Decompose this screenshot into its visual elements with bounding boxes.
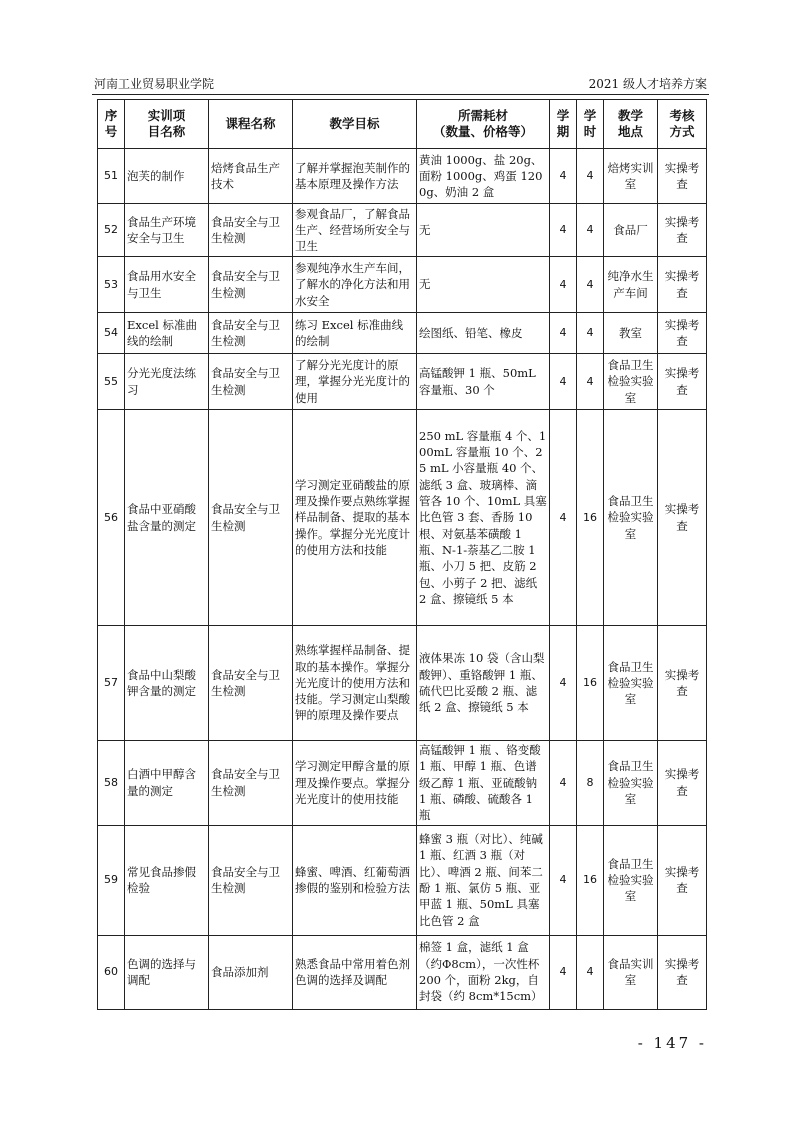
- hours-cell: 4: [577, 354, 604, 410]
- materials-cell: 高锰酸钾 1 瓶 、铬变酸 1 瓶、甲醇 1 瓶、色谱级乙醇 1 瓶、亚硫酸钠 1 瓶、磷酸、硫酸各 1 瓶: [417, 741, 550, 826]
- column-header-line: 期: [556, 124, 570, 139]
- column-header-line: 目名称: [147, 124, 186, 139]
- assessment-cell: 实操考查: [658, 825, 707, 935]
- project-name-cell: 食品中亚硝酸盐含量的测定: [125, 410, 209, 626]
- materials-cell: 黄油 1000g、盐 20g、面粉 1000g、鸡蛋 1200g、奶油 2 盒: [417, 149, 550, 204]
- column-header: [577, 100, 604, 149]
- hours-cell: 4: [577, 935, 604, 1009]
- location-cell: 食品实训室: [604, 935, 658, 1009]
- course-name-cell: 食品安全与卫生检测: [209, 354, 293, 410]
- column-header-line: 考核: [669, 107, 695, 123]
- row-number-cell: 54: [98, 313, 125, 354]
- teaching-goal-cell: 参观纯净水生产车间，了解水的净化方法和用水安全: [293, 257, 417, 313]
- project-name-cell: 泡芙的制作: [125, 149, 209, 204]
- term-cell: 4: [550, 204, 577, 257]
- row-number-cell: 59: [98, 825, 125, 935]
- column-header: [209, 100, 293, 149]
- page-header: [92, 74, 709, 94]
- column-header-line: 方式: [669, 124, 695, 139]
- column-header: [293, 100, 417, 149]
- header-rule: [92, 94, 709, 95]
- term-cell: 4: [550, 149, 577, 204]
- project-name-cell: 食品生产环境安全与卫生: [125, 204, 209, 257]
- hours-cell: 4: [577, 313, 604, 354]
- table-row: [98, 313, 707, 354]
- course-name-cell: 食品添加剂: [209, 935, 293, 1009]
- location-cell: 食品厂: [604, 204, 658, 257]
- row-number-cell: 60: [98, 935, 125, 1009]
- hours-cell: 16: [577, 825, 604, 935]
- teaching-goal-cell: 了解分光光度计的原理，掌握分光光度计的使用: [293, 354, 417, 410]
- teaching-goal-cell: 熟悉食品中常用着色剂色调的选择及调配: [293, 935, 417, 1009]
- location-cell: 食品卫生检验实验室: [604, 354, 658, 410]
- course-name-cell: 焙烤食品生产技术: [209, 149, 293, 204]
- row-number-cell: 58: [98, 741, 125, 826]
- teaching-goal-cell: 了解并掌握泡芙制作的基本原理及操作方法: [293, 149, 417, 204]
- location-cell: 焙烤实训室: [604, 149, 658, 204]
- column-header: [604, 100, 658, 149]
- hours-cell: 4: [577, 204, 604, 257]
- assessment-cell: 实操考查: [658, 626, 707, 741]
- column-header-line: 地点: [617, 124, 643, 139]
- column-header: [125, 100, 209, 149]
- assessment-cell: 实操考查: [658, 313, 707, 354]
- term-cell: 4: [550, 313, 577, 354]
- project-name-cell: 分光光度法练习: [125, 354, 209, 410]
- term-cell: 4: [550, 410, 577, 626]
- materials-cell: 高锰酸钾 1 瓶、50mL 容量瓶、30 个: [417, 354, 550, 410]
- teaching-goal-cell: 熟练掌握样品制备、提取的基本操作。掌握分光光度计的使用方法和技能。学习测定山梨酸钾的原理及操作要点: [293, 626, 417, 741]
- column-header-line: 教学目标: [329, 115, 380, 131]
- assessment-cell: 实操考查: [658, 257, 707, 313]
- column-header: [417, 100, 550, 149]
- hours-cell: 4: [577, 257, 604, 313]
- column-header-line: 学: [556, 107, 570, 123]
- location-cell: 食品卫生检验实验室: [604, 410, 658, 626]
- course-name-cell: 食品安全与卫生检测: [209, 741, 293, 826]
- materials-cell: 无: [417, 204, 550, 257]
- plan-title: 2021 级人才培养方案: [588, 77, 707, 91]
- project-name-cell: 常见食品掺假检验: [125, 825, 209, 935]
- materials-cell: 棉签 1 盒，滤纸 1 盒（约Φ8cm），一次性杯 200 个，面粉 2kg，自封袋（约 8cm*15cm）: [417, 935, 550, 1009]
- assessment-cell: 实操考查: [658, 935, 707, 1009]
- hours-cell: 16: [577, 626, 604, 741]
- column-header-line: 实训项: [147, 107, 186, 123]
- row-number-cell: 52: [98, 204, 125, 257]
- term-cell: 4: [550, 935, 577, 1009]
- assessment-cell: 实操考查: [658, 149, 707, 204]
- column-header-line: 时: [583, 124, 597, 139]
- teaching-goal-cell: 学习测定甲醇含量的原理及操作要点。掌握分光光度计的使用技能: [293, 741, 417, 826]
- location-cell: 食品卫生检验实验室: [604, 741, 658, 826]
- project-name-cell: Excel 标准曲线的绘制: [125, 313, 209, 354]
- term-cell: 4: [550, 354, 577, 410]
- column-header: [658, 100, 707, 149]
- table-row: [98, 935, 707, 1009]
- course-name-cell: 食品安全与卫生检测: [209, 313, 293, 354]
- row-number-cell: 53: [98, 257, 125, 313]
- materials-cell: 无: [417, 257, 550, 313]
- teaching-goal-cell: 蜂蜜、啤酒、红葡萄酒掺假的鉴别和检验方法: [293, 825, 417, 935]
- column-header-line: 序: [104, 107, 118, 123]
- hours-cell: 8: [577, 741, 604, 826]
- assessment-cell: 实操考查: [658, 204, 707, 257]
- column-header: [98, 100, 125, 149]
- training-table: [97, 99, 707, 1010]
- table-row: [98, 354, 707, 410]
- term-cell: 4: [550, 741, 577, 826]
- assessment-cell: 实操考查: [658, 354, 707, 410]
- materials-cell: 绘图纸、铅笔、橡皮: [417, 313, 550, 354]
- table-row: [98, 204, 707, 257]
- table-row: [98, 626, 707, 741]
- column-header-line: 所需耗材: [457, 107, 508, 123]
- table-header-row: [98, 100, 707, 149]
- location-cell: 食品卫生检验实验室: [604, 825, 658, 935]
- table-row: [98, 741, 707, 826]
- column-header-line: 号: [104, 124, 118, 139]
- materials-cell: 液体果冻 10 袋（含山梨酸钾）、重铬酸钾 1 瓶、硫代巴比妥酸 2 瓶、滤纸 2 盒、擦镜纸 5 本: [417, 626, 550, 741]
- term-cell: 4: [550, 626, 577, 741]
- location-cell: 食品卫生检验实验室: [604, 626, 658, 741]
- location-cell: 纯净水生产车间: [604, 257, 658, 313]
- column-header-line: 学: [583, 107, 597, 123]
- assessment-cell: 实操考查: [658, 410, 707, 626]
- project-name-cell: 食品中山梨酸钾含量的测定: [125, 626, 209, 741]
- location-cell: 教室: [604, 313, 658, 354]
- teaching-goal-cell: 练习 Excel 标准曲线的绘制: [293, 313, 417, 354]
- table-body: [98, 149, 707, 1010]
- course-name-cell: 食品安全与卫生检测: [209, 626, 293, 741]
- project-name-cell: 食品用水安全与卫生: [125, 257, 209, 313]
- table-row: [98, 410, 707, 626]
- column-header-line: 教学: [617, 107, 643, 123]
- hours-cell: 16: [577, 410, 604, 626]
- table-row: [98, 257, 707, 313]
- course-name-cell: 食品安全与卫生检测: [209, 410, 293, 626]
- table-row: [98, 149, 707, 204]
- teaching-goal-cell: 参观食品厂，了解食品生产、经营场所安全与卫生: [293, 204, 417, 257]
- table-row: [98, 825, 707, 935]
- row-number-cell: 56: [98, 410, 125, 626]
- column-header-line: 课程名称: [225, 115, 276, 131]
- school-name: 河南工业贸易职业学院: [94, 77, 215, 91]
- column-header: [550, 100, 577, 149]
- course-name-cell: 食品安全与卫生检测: [209, 204, 293, 257]
- row-number-cell: 55: [98, 354, 125, 410]
- hours-cell: 4: [577, 149, 604, 204]
- term-cell: 4: [550, 825, 577, 935]
- row-number-cell: 57: [98, 626, 125, 741]
- teaching-goal-cell: 学习测定亚硝酸盐的原理及操作要点熟练掌握样品制备、提取的基本操作。掌握分光光度计的使用方法和技能: [293, 410, 417, 626]
- materials-cell: 250 mL 容量瓶 4 个、100mL 容量瓶 10 个、25 mL 小容量瓶 40 个、滤纸 3 盒、玻璃棒、滴管各 10 个、10mL 具塞比色管 3 套、香肠 10 根、对氨基苯磺酸 1 瓶、N-1-萘基乙二胺 1 瓶、小刀 5 把、皮筋 2 包、小剪子 2 把、滤纸 2 盒、擦镜纸 5 本: [417, 410, 550, 626]
- row-number-cell: 51: [98, 149, 125, 204]
- term-cell: 4: [550, 257, 577, 313]
- course-name-cell: 食品安全与卫生检测: [209, 257, 293, 313]
- column-header-line: （数量、价格等）: [432, 124, 533, 139]
- page-number: - 147 -: [637, 1034, 707, 1052]
- project-name-cell: 色调的选择与调配: [125, 935, 209, 1009]
- assessment-cell: 实操考查: [658, 741, 707, 826]
- course-name-cell: 食品安全与卫生检测: [209, 825, 293, 935]
- project-name-cell: 白酒中甲醇含量的测定: [125, 741, 209, 826]
- materials-cell: 蜂蜜 3 瓶（对比）、纯碱 1 瓶、红酒 3 瓶（对比）、啤酒 2 瓶、间苯二酚 1 瓶、氯仿 5 瓶、亚甲蓝 1 瓶、50mL 具塞比色管 2 盒: [417, 825, 550, 935]
